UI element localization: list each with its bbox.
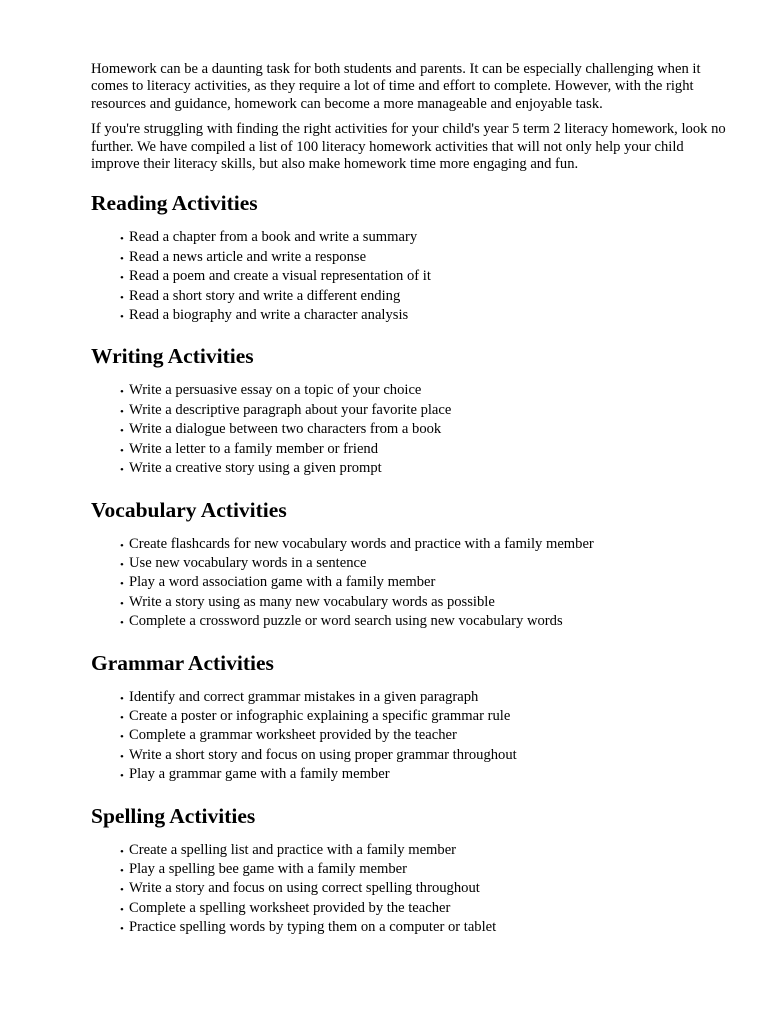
list-item xyxy=(120,727,731,746)
list-item xyxy=(120,268,731,287)
bullet-icon: • xyxy=(120,539,124,552)
spelling-section xyxy=(91,804,731,939)
list-item xyxy=(120,441,731,460)
grammar-list xyxy=(91,689,731,786)
list-item xyxy=(120,288,731,307)
list-item-text: Identify and correct grammar mistakes in a given paragraph xyxy=(129,688,479,705)
vocabulary-section xyxy=(91,498,731,633)
list-item-text: Write a story and focus on using correct spelling throughout xyxy=(129,880,480,897)
list-item-text: Create flashcards for new vocabulary words and practice with a family member xyxy=(129,535,594,552)
list-item xyxy=(120,574,731,593)
bullet-icon: • xyxy=(120,750,124,763)
bullet-icon: • xyxy=(120,711,124,724)
list-item-text: Play a word association game with a family member xyxy=(129,574,436,591)
bullet-icon: • xyxy=(120,311,124,324)
list-item xyxy=(120,861,731,880)
bullet-icon: • xyxy=(120,864,124,877)
intro-paragraph-2: If you're struggling with finding the right activities for your child's year 5 term 2 literacy homework, look no further. We have compiled a list of 100 literacy homework activities that will not only help your child improve their literacy skills, but also make homework time more engaging and fun. xyxy=(91,121,726,173)
list-item-text: Practice spelling words by typing them on a computer or tablet xyxy=(129,919,497,936)
bullet-icon: • xyxy=(120,903,124,916)
writing-heading: Writing Activities xyxy=(91,344,254,369)
list-item-text: Play a grammar game with a family member xyxy=(129,766,390,783)
list-item-text: Complete a spelling worksheet provided by the teacher xyxy=(129,899,451,916)
list-item xyxy=(120,229,731,248)
grammar-section xyxy=(91,651,731,786)
list-item-text: Use new vocabulary words in a sentence xyxy=(129,554,367,571)
bullet-icon: • xyxy=(120,272,124,285)
list-item-text: Read a poem and create a visual representation of it xyxy=(129,268,431,285)
list-item xyxy=(120,594,731,613)
vocabulary-heading: Vocabulary Activities xyxy=(91,497,287,522)
list-item xyxy=(120,919,731,938)
list-item-text: Complete a grammar worksheet provided by the teacher xyxy=(129,727,457,744)
bullet-icon: • xyxy=(120,425,124,438)
list-item xyxy=(120,555,731,574)
writing-section xyxy=(91,344,731,479)
list-item xyxy=(120,880,731,899)
list-item-text: Write a letter to a family member or friend xyxy=(129,440,379,457)
list-item xyxy=(120,249,731,268)
reading-heading: Reading Activities xyxy=(91,191,258,216)
bullet-icon: • xyxy=(120,405,124,418)
list-item-text: Write a descriptive paragraph about your favorite place xyxy=(129,401,452,418)
list-item-text: Write a persuasive essay on a topic of your choice xyxy=(129,382,422,399)
list-item xyxy=(120,402,731,421)
list-item-text: Write a short story and focus on using proper grammar throughout xyxy=(129,746,517,763)
bullet-icon: • xyxy=(120,252,124,265)
reading-list xyxy=(91,229,731,326)
reading-section xyxy=(91,191,731,326)
bullet-icon: • xyxy=(120,731,124,744)
list-item xyxy=(120,382,731,401)
list-item-text: Read a biography and write a character analysis xyxy=(129,307,409,324)
bullet-icon: • xyxy=(120,444,124,457)
bullet-icon: • xyxy=(120,770,124,783)
list-item-text: Create a poster or infographic explaining a specific grammar rule xyxy=(129,707,511,724)
list-item xyxy=(120,842,731,861)
list-item-text: Read a news article and write a response xyxy=(129,248,367,265)
bullet-icon: • xyxy=(120,617,124,630)
bullet-icon: • xyxy=(120,291,124,304)
list-item xyxy=(120,421,731,440)
list-item xyxy=(120,613,731,632)
spelling-heading: Spelling Activities xyxy=(91,803,256,828)
list-item xyxy=(120,460,731,479)
list-item-text: Complete a crossword puzzle or word search using new vocabulary words xyxy=(129,613,563,630)
grammar-heading: Grammar Activities xyxy=(91,650,274,675)
list-item-text: Write a creative story using a given prompt xyxy=(129,460,382,477)
writing-list xyxy=(91,382,731,479)
bullet-icon: • xyxy=(120,597,124,610)
bullet-icon: • xyxy=(120,845,124,858)
list-item-text: Write a dialogue between two characters from a book xyxy=(129,421,442,438)
bullet-icon: • xyxy=(120,386,124,399)
list-item-text: Write a story using as many new vocabulary words as possible xyxy=(129,593,495,610)
list-item xyxy=(120,766,731,785)
bullet-icon: • xyxy=(120,884,124,897)
bullet-icon: • xyxy=(120,692,124,705)
list-item xyxy=(120,536,731,555)
bullet-icon: • xyxy=(120,923,124,936)
list-item xyxy=(120,689,731,708)
spelling-list xyxy=(91,842,731,939)
list-item-text: Read a chapter from a book and write a summary xyxy=(129,229,418,246)
vocabulary-list xyxy=(91,536,731,633)
list-item xyxy=(120,900,731,919)
list-item xyxy=(120,307,731,326)
list-item-text: Read a short story and write a different ending xyxy=(129,287,401,304)
bullet-icon: • xyxy=(120,558,124,571)
document-page xyxy=(91,61,731,939)
list-item xyxy=(120,747,731,766)
bullet-icon: • xyxy=(120,233,124,246)
list-item-text: Create a spelling list and practice with a family member xyxy=(129,841,457,858)
list-item xyxy=(120,708,731,727)
intro-paragraph-1: Homework can be a daunting task for both students and parents. It can be especially challenging when it comes to literacy activities, as they require a lot of time and effort to complete. However, with the right resources and guidance, homework can become a more manageable and enjoyable task. xyxy=(91,61,701,112)
list-item-text: Play a spelling bee game with a family member xyxy=(129,860,408,877)
bullet-icon: • xyxy=(120,464,124,477)
bullet-icon: • xyxy=(120,578,124,591)
